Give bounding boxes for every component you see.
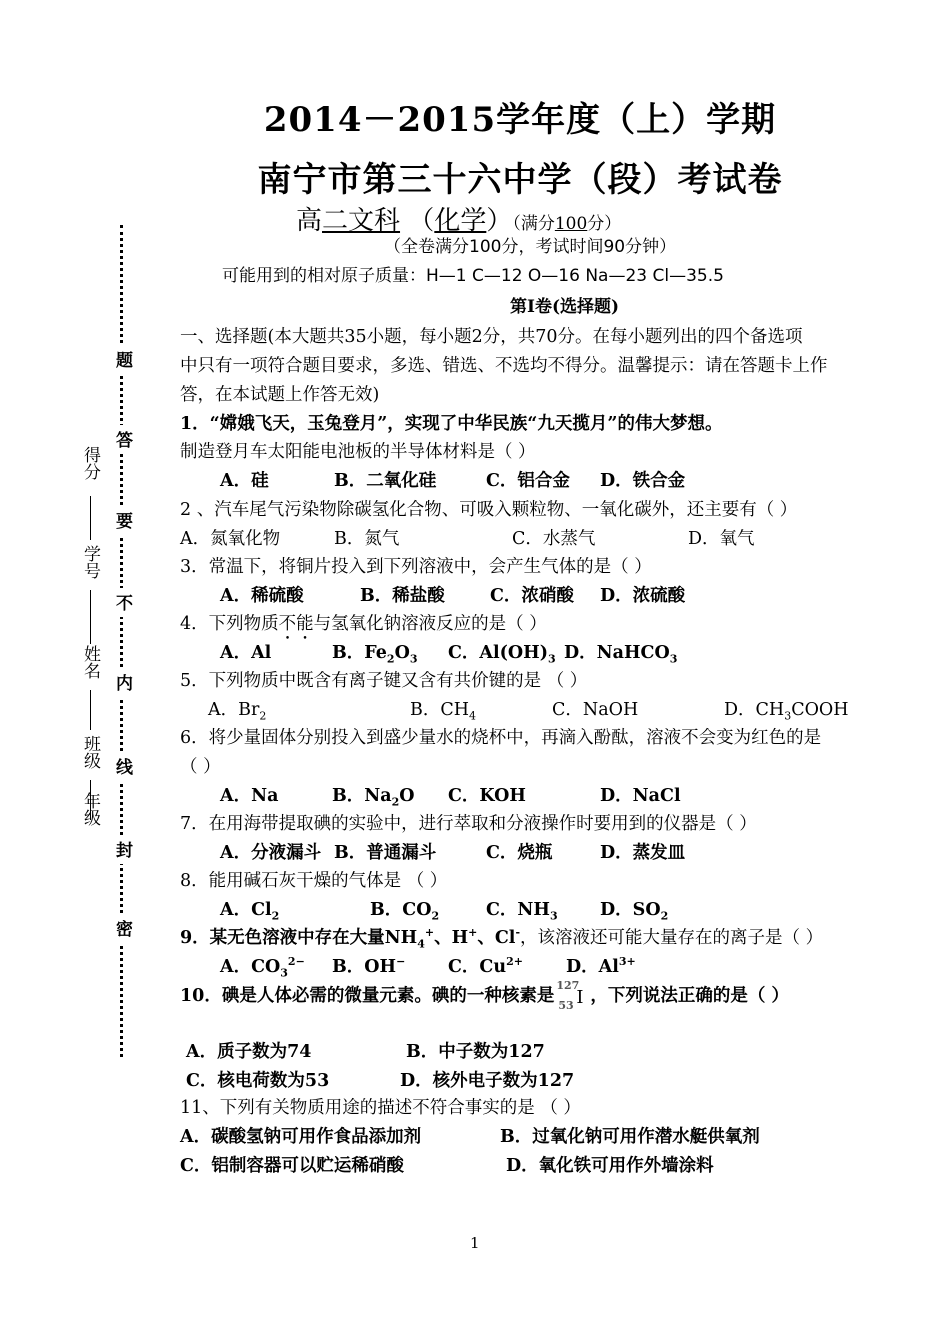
q7-stem: 7．在用海带提取碘的实验中，进行萃取和分液操作时要用到的仪器是（ ）: [180, 814, 757, 834]
q9-stem-b: 、H: [434, 928, 469, 948]
q4-option-d: D．NaHCO$_3$: [564, 643, 678, 666]
q5-option-d-text-2: COOH: [791, 700, 849, 720]
instructions-line-1: 一、选择题(本大题共35小题，每小题2分，共70分。在每小题列出的四个备选项: [180, 327, 803, 347]
q10-option-b: B．中子数为127: [406, 1042, 545, 1062]
q5-option-d: D．$CH_3COOH$: [724, 700, 849, 723]
q6-stem-a: 6．将少量固体分别投入到盛少量水的烧杯中，再滴入酚酞，溶液: [180, 728, 682, 748]
q7-option-a: A．分液漏斗: [220, 843, 322, 863]
q8-option-c-text: C．NH: [486, 900, 550, 920]
field-student-id-label: 学号: [80, 545, 100, 579]
q1-option-c: C．铝合金: [486, 471, 570, 491]
q8-option-d-text: D．SO: [600, 900, 661, 920]
seal-char-6: 线: [110, 752, 135, 781]
field-class-label: 班级: [80, 735, 100, 769]
q1-option-b: B．二氧化硅: [334, 471, 437, 491]
q5-option-a: A．$Br_2$: [208, 700, 267, 723]
q11-stem: [180, 1094, 581, 1119]
q10-option-a: A．质子数为74: [186, 1042, 312, 1062]
q9-option-b-text: B．OH: [332, 957, 397, 977]
q10-stem-a: 10．碘是人体必需的微量元素。碘的一种核素是: [180, 986, 555, 1006]
q2-option-c: C．水蒸气: [512, 529, 596, 549]
q8-stem: 8．能用碱石灰干燥的气体是 （ ）: [180, 871, 448, 891]
q9-stem: 9．某无色溶液中存在大量$NH_4^+$、H+、Cl-，该溶液还可能大量存在的离子是（ ）: [180, 926, 824, 951]
atomic-masses: 可能用到的相对原子质量：H—1 C—12 O—16 Na—23 Cl—35.5: [222, 266, 724, 286]
grade-blank: 二文科: [322, 206, 401, 236]
nuclide-element: I: [576, 986, 584, 1008]
q9-option-d: D．$Al^{3+}$: [566, 955, 636, 977]
q4-option-b-text: B．Fe: [332, 643, 387, 663]
q8-option-a-text: A．Cl: [220, 900, 272, 920]
full-score-suffix: 分）: [587, 214, 622, 234]
field-name-blank[interactable]: [90, 690, 91, 730]
q6-option-c: C．KOH: [448, 786, 526, 806]
instructions-line-3: 答，在本试题上作答无效): [180, 385, 380, 405]
q11-stem-a: 11、下列有关物质用途的描述: [180, 1098, 413, 1118]
q7-option-b: B．普通漏斗: [334, 843, 437, 863]
seal-char-1: 题: [110, 345, 135, 374]
subject-close: ）: [486, 206, 513, 236]
field-score-blank[interactable]: [90, 496, 91, 540]
q11-stem-not: 不符合: [412, 1098, 465, 1118]
q8-option-b-text: B．CO: [370, 900, 432, 920]
seal-char-5: 内: [110, 668, 135, 697]
q8-option-d: D．$SO_2$: [600, 900, 669, 923]
q9-option-a-text: A．CO: [220, 957, 281, 977]
q6-stem: [180, 724, 821, 749]
instructions-line-2: 中只有一项符合题目要求，多选、错选、不选均不得分。温馨提示：请在答题卡上作: [180, 356, 828, 376]
q9-stem-d: ，该溶液还可能大量存在的离子是（ ）: [520, 928, 824, 948]
q11-option-b: B．过氧化钠可用作潜水艇供氧剂: [500, 1127, 760, 1147]
subject-open: （: [408, 206, 435, 236]
exam-title-line1: 2014－2015学年度（上）学期: [263, 100, 777, 140]
q9-option-a: A．$CO_3^{2-}$: [220, 955, 305, 980]
q9-stem-a: 9．某无色溶液中存在大量NH: [180, 928, 418, 948]
q10-option-c: C．核电荷数为53: [186, 1071, 330, 1091]
q6-stem-not: 不会: [681, 728, 717, 748]
field-score-label: 得分: [80, 446, 100, 480]
q4-option-b: B．$Fe_2O_3$: [332, 643, 418, 666]
q3-option-a: A．稀硫酸: [220, 586, 304, 606]
grade-prefix: 高: [296, 206, 323, 236]
q2-stem: 2 、汽车尾气污染物除碳氢化合物、可吸入颗粒物、一氧化碳外，还主要有（ ）: [180, 500, 798, 520]
q9-option-c-text: C．Cu: [448, 957, 507, 977]
q2-option-b: B．氮气: [334, 529, 400, 549]
iodine-nuclide: [554, 978, 590, 1012]
field-name-label: 姓名: [80, 645, 100, 679]
subject-blank: 化学: [434, 206, 487, 236]
q1-option-a: A．硅: [220, 471, 269, 491]
q6-option-b-text-2: O: [399, 786, 415, 806]
q9-option-d-text: D．Al: [566, 957, 619, 977]
seal-char-8: 密: [110, 914, 135, 943]
q11-option-c: C．铝制容器可以贮运稀硝酸: [180, 1156, 404, 1176]
q8-option-b: B．$CO_2$: [370, 900, 440, 923]
nuclide-mass-number: 127: [556, 978, 580, 992]
q6-option-b: B．$Na_2O$: [332, 786, 415, 809]
q10-option-d: D．核外电子数为127: [400, 1071, 575, 1091]
q2-option-d: D．氧气: [688, 529, 755, 549]
q6-stem-b: 变为红色的是: [716, 728, 822, 748]
seal-char-2: 答: [110, 425, 135, 454]
q11-stem-b: 事实的是 （ ）: [464, 1098, 581, 1118]
q10-stem-b: ，下列说法正确的是（ ）: [590, 986, 789, 1006]
q3-option-b: B．稀盐酸: [360, 586, 445, 606]
q3-stem: 3．常温下，将铜片投入到下列溶液中，会产生气体的是（ ）: [180, 557, 652, 577]
full-score-prefix: （满分: [512, 214, 555, 234]
q10-stem: [180, 978, 789, 1012]
exam-note: （全卷满分100分，考试时间90分钟）: [384, 237, 677, 257]
q6-option-d: D．NaCl: [600, 786, 681, 806]
q11-option-a: A．碳酸氢钠可用作食品添加剂: [180, 1127, 422, 1147]
q4-stem-a: 4．下列物质: [180, 614, 279, 634]
field-grade-label: 年级: [80, 792, 100, 826]
exam-title-line2: 南宁市第三十六中学（段）考试卷: [257, 160, 783, 200]
q3-option-d: D．浓硫酸: [600, 586, 686, 606]
seal-char-4: 不: [110, 588, 135, 617]
nuclide-atomic-number: 53: [558, 998, 574, 1012]
q8-option-a: A．$Cl_2$: [220, 900, 280, 923]
q4-stem-b: 与氢氧化钠溶液反应的是（ ）: [313, 614, 547, 634]
q3-option-c: C．浓硝酸: [490, 586, 574, 606]
q5-option-a-text: A．Br: [208, 700, 260, 720]
q4-option-a: A．Al: [220, 643, 272, 663]
q5-option-b-text: B．CH: [410, 700, 470, 720]
q9-option-b: B．OH−: [332, 955, 406, 977]
q9-stem-c: 、Cl: [477, 928, 516, 948]
q5-stem: 5．下列物质中既含有离子键又含有共价键的是 （ ）: [180, 671, 588, 691]
q4-stem-not: 不能: [278, 614, 314, 634]
q9-option-c: C．$Cu^{2+}$: [448, 955, 523, 977]
q7-option-d: D．蒸发皿: [600, 843, 686, 863]
field-student-id-blank[interactable]: [90, 590, 91, 644]
q7-option-c: C．烧瓶: [486, 843, 553, 863]
seal-char-7: 封: [110, 835, 135, 864]
q8-option-c: C．$NH_3$: [486, 900, 558, 923]
q2-option-a: A．氮氧化物: [180, 529, 281, 549]
q1-stem-2: 制造登月车太阳能电池板的半导体材料是（ ）: [180, 442, 536, 462]
q1-stem: 1．“嫦娥飞天，玉兔登月”，实现了中华民族“九天揽月”的伟大梦想。: [180, 414, 723, 434]
q4-option-c: C．$Al(OH)_3$: [448, 643, 556, 666]
q6-option-b-text: B．Na: [332, 786, 392, 806]
q6-option-a: A．Na: [220, 786, 279, 806]
page-number: 1: [470, 1234, 480, 1252]
q4-option-c-text: C．Al(OH): [448, 643, 548, 663]
q6-stem-2: （ ）: [180, 757, 221, 777]
full-score-value: 100: [554, 214, 588, 234]
q4-option-d-text: D．NaHCO: [564, 643, 670, 663]
seal-char-3: 要: [110, 506, 135, 535]
q5-option-d-text: D．CH: [724, 700, 785, 720]
q5-option-b: B．$CH_4$: [410, 700, 477, 723]
q1-option-d: D．铁合金: [600, 471, 686, 491]
part-title: 第Ⅰ卷(选择题): [510, 297, 620, 317]
q5-option-c: C．NaOH: [552, 700, 639, 720]
q11-option-d: D．氧化铁可用作外墙涂料: [506, 1156, 714, 1176]
